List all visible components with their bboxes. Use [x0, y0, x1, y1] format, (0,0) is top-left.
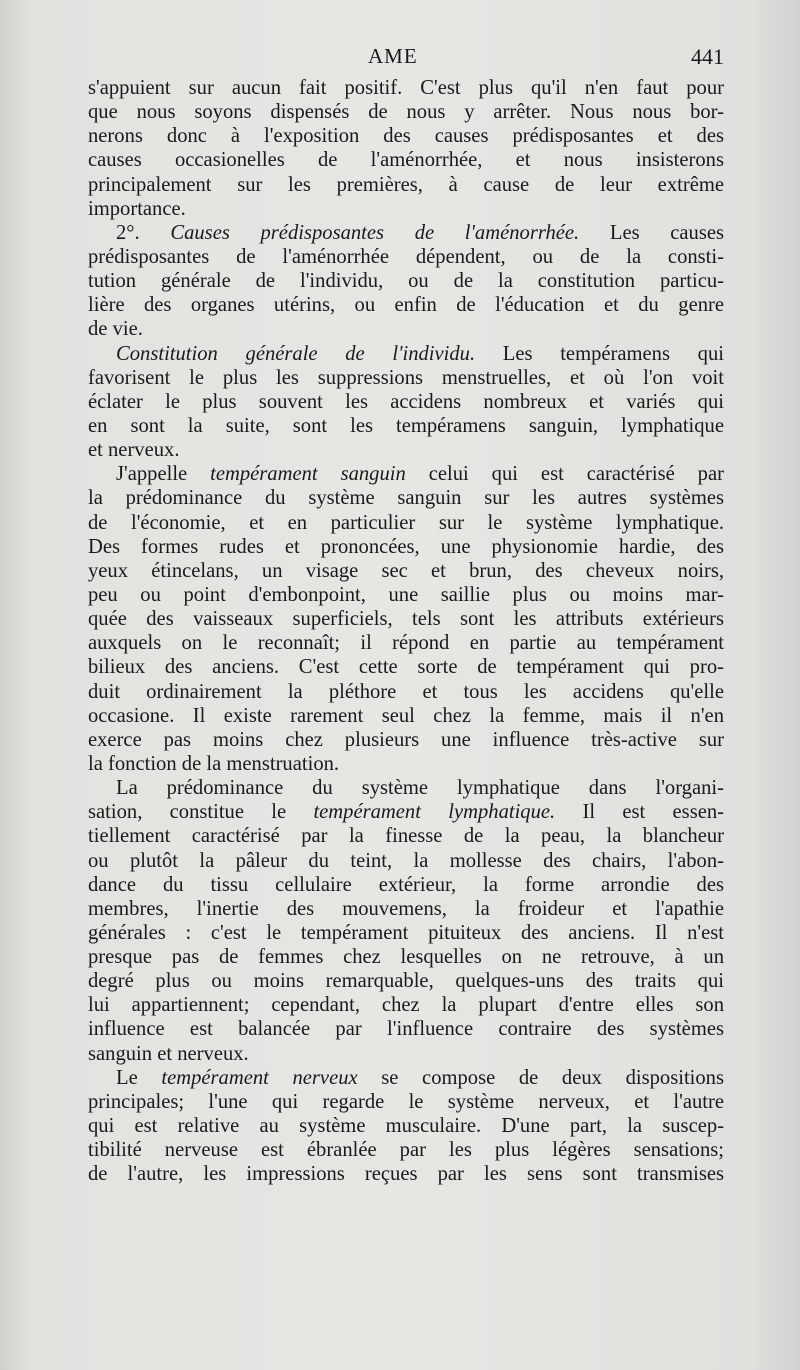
- text-line: [88, 511, 724, 535]
- paragraph: [88, 776, 724, 1066]
- text-run: tution générale de l'individu, ou de la constitution particu-: [88, 270, 724, 293]
- text-run: causes occasionelles de l'aménorrhée, et nous insisterons: [88, 149, 724, 172]
- text-line: [88, 269, 724, 293]
- text-line: [88, 173, 724, 197]
- text-run: importance.: [88, 197, 186, 220]
- text-run: principales; l'une qui regarde le système nerveux, et l'autre: [88, 1090, 724, 1113]
- text-line: [88, 221, 724, 245]
- text-run: Les tempéramens qui: [475, 342, 724, 365]
- text-run: sation, constitue le: [88, 801, 314, 824]
- text-line: [88, 849, 724, 873]
- text-run: celui qui est caractérisé par: [405, 463, 724, 486]
- text-line: [88, 100, 724, 124]
- text-run: de vie.: [88, 318, 143, 341]
- text-run: ou plutôt la pâleur du teint, la mollesse des chairs, l'abon-: [88, 849, 724, 872]
- text-run: dance du tissu cellulaire extérieur, la forme arrondie des: [88, 873, 724, 896]
- paragraph: [88, 462, 724, 776]
- text-line: [88, 607, 724, 631]
- paragraph: [88, 76, 724, 221]
- text-line: [88, 414, 724, 438]
- text-line: [88, 124, 724, 148]
- text-line: [88, 800, 724, 824]
- text-run: bilieux des anciens. C'est cette sorte de tempérament qui pro-: [88, 656, 724, 679]
- text-run: auxquels on le reconnaît; il répond en partie au tempérament: [88, 632, 724, 655]
- text-run: yeux étincelans, un visage sec et brun, des cheveux noirs,: [88, 559, 724, 582]
- text-run: lière des organes utérins, ou enfin de l'éducation et du genre: [88, 294, 724, 317]
- text-line: [88, 535, 724, 559]
- text-line: [88, 1138, 724, 1162]
- text-line: [88, 462, 724, 486]
- text-line: [88, 1162, 724, 1186]
- italic-text: tempérament nerveux: [161, 1066, 358, 1089]
- text-line: [88, 728, 724, 752]
- text-run: que nous soyons dispensés de nous y arrêter. Nous nous bor-: [88, 101, 724, 124]
- text-run: principalement sur les premières, à cause de leur extrême: [88, 173, 724, 196]
- text-run: sanguin et nerveux.: [88, 1042, 249, 1065]
- text-run: lui appartiennent; cependant, chez la plupart d'entre elles son: [88, 994, 724, 1017]
- text-run: de l'autre, les impressions reçues par les sens sont transmises: [88, 1163, 724, 1186]
- text-run: duit ordinairement la pléthore et tous les accidens qu'elle: [88, 680, 724, 703]
- text-run: Le: [116, 1066, 162, 1089]
- text-line: [88, 366, 724, 390]
- text-line: [88, 1042, 724, 1066]
- text-run: tiellement caractérisé par la finesse de la peau, la blancheur: [88, 825, 724, 848]
- text-line: [88, 197, 724, 221]
- italic-text: Causes prédisposantes de l'aménorrhée.: [170, 221, 580, 244]
- text-run: exerce pas moins chez plusieurs une influence très-active sur: [88, 728, 724, 751]
- text-line: [88, 148, 724, 172]
- text-run: prédisposantes de l'aménorrhée dépendent, ou de la consti-: [88, 245, 724, 268]
- text-run: qui est relative au système musculaire. D'une part, la suscep-: [88, 1115, 724, 1138]
- text-run: influence est balancée par l'influence contraire des systèmes: [88, 1018, 724, 1041]
- text-run: 2°.: [116, 221, 171, 244]
- text-line: [88, 897, 724, 921]
- text-run: quée des vaisseaux superficiels, tels sont les attributs extérieurs: [88, 608, 724, 631]
- text-line: [88, 76, 724, 100]
- text-line: [88, 776, 724, 800]
- text-line: [88, 631, 724, 655]
- text-line: [88, 390, 724, 414]
- text-line: [88, 486, 724, 510]
- text-line: [88, 655, 724, 679]
- text-line: [88, 680, 724, 704]
- page-header: [88, 44, 724, 78]
- italic-text: tempérament lymphatique.: [313, 801, 556, 824]
- text-run: peu ou point d'embonpoint, une saillie plus ou moins mar-: [88, 583, 724, 606]
- text-run: la prédominance du système sanguin sur les autres systèmes: [88, 487, 724, 510]
- text-run: s'appuient sur aucun fait positif. C'est plus qu'il n'en faut pour: [88, 77, 724, 99]
- italic-text: Constitution générale de l'individu.: [116, 342, 476, 365]
- text-run: La prédominance du système lymphatique dans l'organi-: [116, 777, 724, 800]
- text-run: Des formes rudes et prononcées, une physionomie hardie, des: [88, 535, 724, 558]
- text-run: Il est essen-: [555, 801, 724, 824]
- text-line: [88, 921, 724, 945]
- text-run: tibilité nerveuse est ébranlée par les plus légères sensations;: [88, 1139, 724, 1162]
- text-run: se compose de deux dispositions: [357, 1066, 724, 1089]
- text-run: membres, l'inertie des mouvemens, la froideur et l'apathie: [88, 897, 724, 920]
- text-line: [88, 945, 724, 969]
- text-run: J'appelle: [116, 463, 211, 486]
- text-run: presque pas de femmes chez lesquelles on ne retrouve, à un: [88, 946, 724, 969]
- text-line: [88, 752, 724, 776]
- text-line: [88, 873, 724, 897]
- text-line: [88, 993, 724, 1017]
- text-line: [88, 559, 724, 583]
- text-line: [88, 824, 724, 848]
- text-line: [88, 969, 724, 993]
- page-number: 441: [691, 44, 724, 69]
- text-run: et nerveux.: [88, 439, 180, 462]
- paragraph: [88, 221, 724, 342]
- text-run: nerons donc à l'exposition des causes prédisposantes et des: [88, 125, 724, 148]
- text-run: générales : c'est le tempérament pituiteux des anciens. Il n'est: [88, 921, 724, 944]
- text-line: [88, 583, 724, 607]
- text-run: éclater le plus souvent les accidens nombreux et variés qui: [88, 390, 724, 413]
- text-line: [88, 1017, 724, 1041]
- text-line: [88, 1066, 724, 1090]
- text-line: [88, 1114, 724, 1138]
- running-title: AME: [368, 44, 418, 68]
- text-line: [88, 317, 724, 341]
- text-line: [88, 293, 724, 317]
- text-run: la fonction de la menstruation.: [88, 752, 340, 775]
- text-run: en sont la suite, sont les tempéramens sanguin, lymphatique: [88, 414, 724, 437]
- text-run: degré plus ou moins remarquable, quelques-uns des traits qui: [88, 970, 724, 993]
- paragraph: [88, 342, 724, 463]
- text-run: favorisent le plus les suppressions menstruelles, et où l'on voit: [88, 366, 724, 389]
- text-run: de l'économie, et en particulier sur le système lymphatique.: [88, 511, 724, 534]
- text-run: occasione. Il existe rarement seul chez la femme, mais il n'en: [88, 704, 724, 727]
- body-text: [88, 76, 724, 1186]
- text-line: [88, 704, 724, 728]
- text-line: [88, 245, 724, 269]
- paragraph: [88, 1066, 724, 1187]
- text-line: [88, 1090, 724, 1114]
- text-run: Les causes: [579, 221, 725, 244]
- italic-text: tempérament sanguin: [210, 463, 406, 486]
- text-line: [88, 342, 724, 366]
- text-line: [88, 438, 724, 462]
